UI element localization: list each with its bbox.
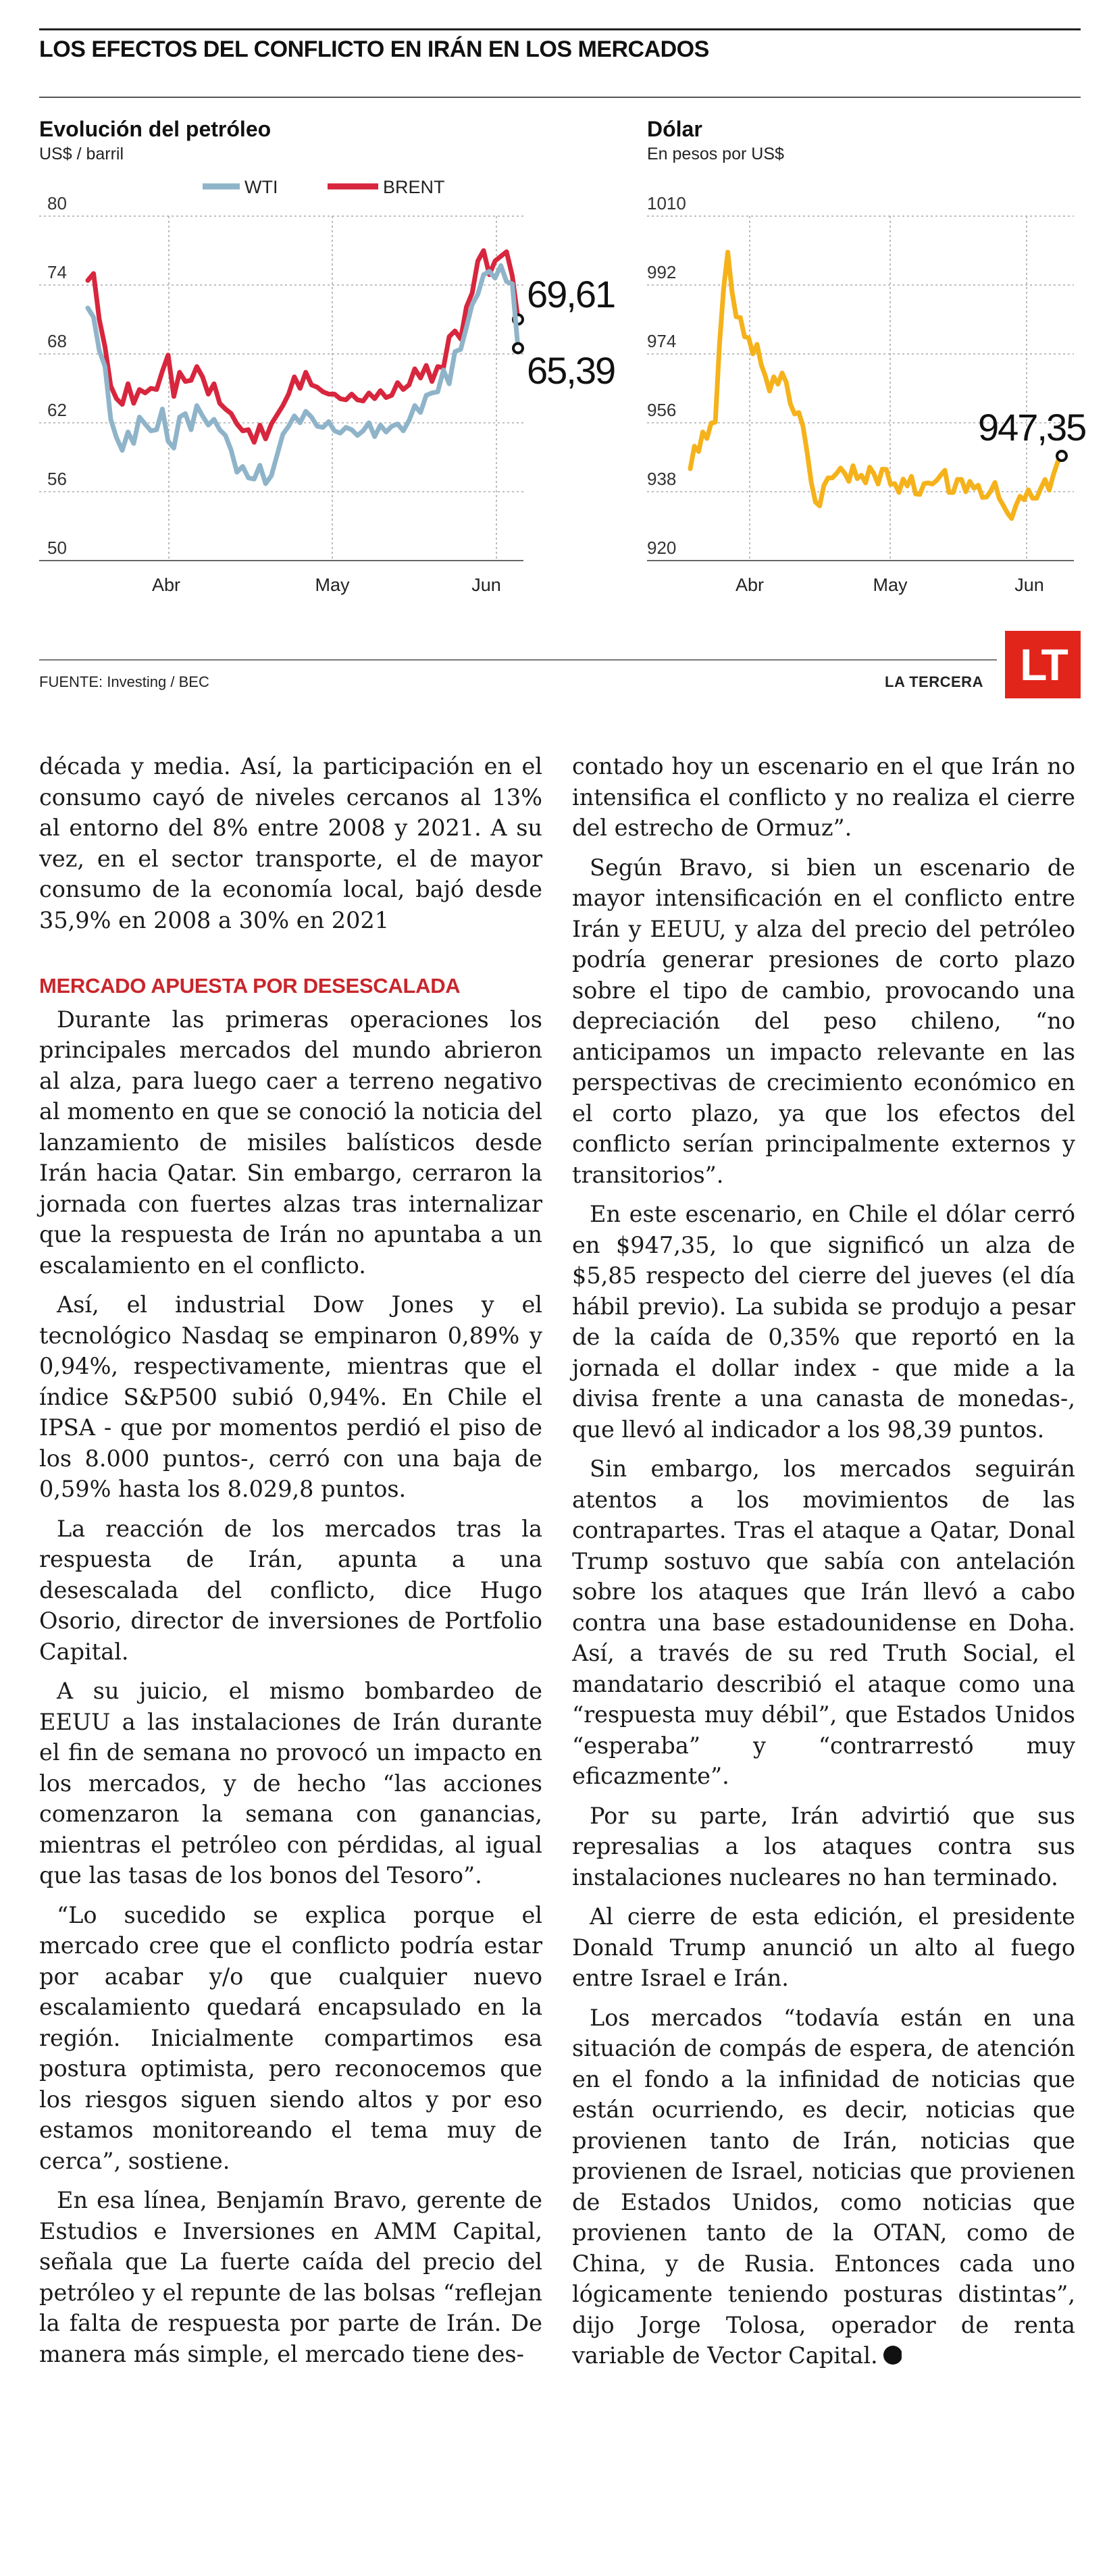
y-tick-label: 1010 xyxy=(647,193,686,213)
paragraph: En este escenario, en Chile el dólar cerró en $947,35, lo que significó un alza de $5,85 respecto del cierre del jueves (el día hábil previo). La subida se produjo a pesar de la caída de 0,35% que reportó en la jornada el dollar index - que mide a la divisa frente a una canasta de monedas-, que llevó al indicador a los 98,39 puntos. xyxy=(572,1201,1075,1443)
y-tick-label: 974 xyxy=(647,331,677,351)
legend-wti-label: WTI xyxy=(244,177,278,197)
paragraph: Sin embargo, los mercados seguirán atentos a los movimientos de las contrapartes. Tras el ataque a Qatar, Donal Trump sostuvo que sabía con antelación sobre los ataques que Irán llevó a cabo contra una base estadounidense en Doha. Así, a través de su red Truth Social, el mandatario describió el ataque como una “respuesta muy débil”, que Estados Unidos “esperaba” y “contrarrestó muy eficazmente”. xyxy=(572,1456,1075,1789)
article-column-right xyxy=(572,751,1075,2380)
paragraph: contado hoy un escenario en el que Irán no intensifica el conflicto y no realiza el cierre del estrecho de Ormuz”. xyxy=(572,753,1075,841)
header-divider xyxy=(39,97,1081,98)
y-tick-label: 56 xyxy=(47,469,67,489)
la-tercera-logo: LT xyxy=(1005,631,1081,698)
paragraph: Así, el industrial Dow Jones y el tecnológico Nasdaq se empinaron 0,89% y 0,94%, respectivamente, mientras que el índice S&P500 subió 0,94%. En Chile el IPSA - que por momentos perdió el piso de los 8.000 puntos-, cerró con una baja de 0,59% hasta los 8.029,8 puntos. xyxy=(39,1291,542,1502)
paragraph: Por su parte, Irán advirtió que sus represalias a los ataques contra sus instalaciones nucleares no han terminado. xyxy=(572,1802,1075,1890)
paragraph xyxy=(572,2003,1075,2371)
y-tick-label: 992 xyxy=(647,262,677,282)
x-tick-label: Abr xyxy=(151,575,181,595)
wti-last-value-label: 65,39 xyxy=(527,349,615,392)
y-tick-label: 50 xyxy=(47,538,67,558)
article-column-left xyxy=(39,751,542,2378)
charts-area xyxy=(0,101,1109,675)
paragraph: Al cierre de esta edición, el presidente Donald Trump anunció un alto al fuego entre Israel e Irán. xyxy=(572,1903,1075,1991)
y-tick-label: 62 xyxy=(47,400,67,420)
dólar-end-marker xyxy=(1057,451,1066,461)
paragraph: A su juicio, el mismo bombardeo de EEUU a las instalaciones de Irán durante el fin de semana no provocó un impacto en los mercados, y de hecho “las acciones comenzaron la semana con ganancias, mientras el petróleo con pérdidas, al igual que las tasas de los bonos del Tesoro”. xyxy=(39,1678,542,1888)
oil-legend xyxy=(203,177,445,197)
paragraph: La reacción de los mercados tras la respuesta de Irán, apunta a una desescalada del conflicto, dice Hugo Osorio, director de inversiones de Portfolio Capital. xyxy=(39,1515,542,1665)
header-rule xyxy=(39,28,1081,30)
infographic-title: LOS EFECTOS DEL CONFLICTO EN IRÁN EN LOS MERCADOS xyxy=(39,36,709,62)
paragraph: Según Bravo, si bien un escenario de mayor intensificación en el conflicto entre Irán y EEUU, y alza del precio del petróleo podría generar presiones de corto plazo sobre el tipo de cambio, provocando una depreciación del peso chileno, “no anticipamos un impacto relevante en las perspectivas de crecimiento económico en el corto plazo, ya que los efectos del conflicto serían principalmente externos y transitorios”. xyxy=(572,854,1075,1188)
brand-name: LA TERCERA xyxy=(885,673,983,690)
oil-chart xyxy=(39,117,615,595)
y-tick-label: 920 xyxy=(647,538,677,558)
x-tick-label: Jun xyxy=(471,575,501,595)
source-credit: FUENTE: Investing / BEC xyxy=(39,673,209,690)
y-tick-label: 956 xyxy=(647,400,677,420)
end-of-article-icon xyxy=(883,2346,902,2365)
usd-chart-subtitle: En pesos por US$ xyxy=(647,145,784,163)
paragraph: década y media. Así, la participación en el consumo cayó de niveles cercanos al 13% al entorno del 8% entre 2008 y 2021. A su vez, en el sector transporte, el de mayor consumo de la economía local, bajó desde 35,9% en 2008 a 30% en 2021 xyxy=(39,753,542,933)
y-tick-label: 80 xyxy=(47,193,67,213)
charts-svg xyxy=(0,101,1109,675)
oil-chart-subtitle: US$ / barril xyxy=(39,145,124,163)
usd-last-value-label: 947,35 xyxy=(978,406,1086,448)
footer-rule xyxy=(39,659,997,661)
brent-last-value-label: 69,61 xyxy=(527,273,615,315)
section-subhead: MERCADO APUESTA POR DESESCALADA xyxy=(39,974,461,998)
usd-chart-title: Dólar xyxy=(647,117,702,141)
wti-end-marker xyxy=(513,344,523,353)
x-tick-label: May xyxy=(315,575,350,595)
y-tick-label: 74 xyxy=(47,262,67,282)
x-tick-label: May xyxy=(873,575,908,595)
x-tick-label: Jun xyxy=(1014,575,1044,595)
paragraph-text: Los mercados “todavía están en una situación de compás de espera, de atención en el fondo a la infinidad de noticias que están ocurriendo, es decir, noticias que provienen tanto de Irán, noticias que provienen de Israel, noticias que provienen de Estados Unidos, como noticias que provienen tanto de la OTAN, como de China, y de Rusia. Entonces cada uno lógicamente teniendo posturas distintas”, dijo Jorge Tolosa, operador de renta variable de Vector Capital. xyxy=(572,2004,1075,2369)
x-tick-label: Abr xyxy=(735,575,765,595)
usd-chart xyxy=(647,117,1085,595)
paragraph: Durante las primeras operaciones los principales mercados del mundo abrieron al alza, para luego caer a terreno negativo al momento en que se conoció la noticia del lanzamiento de misiles balísticos desde Irán hacia Qatar. Sin embargo, cerraron la jornada con fuertes alzas tras internalizar que la respuesta de Irán no apuntaba a un escalamiento en el conflicto. xyxy=(39,1006,542,1279)
legend-brent-label: BRENT xyxy=(383,177,445,197)
oil-chart-title: Evolución del petróleo xyxy=(39,117,272,141)
y-tick-label: 938 xyxy=(647,469,677,489)
paragraph: “Lo sucedido se explica porque el mercado cree que el conflicto podría estar por acabar y/o que cualquier nuevo escalamiento quedará encapsulado en la región. Inicialmente compartimos esa postura optimista, pero reconocemos que los riesgos siguen siendo altos y por eso estamos monitoreando el tema muy de cerca”, sostiene. xyxy=(39,1901,542,2174)
dólar-series-line xyxy=(690,252,1062,518)
y-tick-label: 68 xyxy=(47,331,67,351)
paragraph: En esa línea, Benjamín Bravo, gerente de Estudios e Inversiones en AMM Capital, señala que La fuerte caída del precio del petróleo y el repunte de las bolsas “reflejan la falta de respuesta por parte de Irán. De manera más simple, el mercado tiene des- xyxy=(39,2187,542,2367)
